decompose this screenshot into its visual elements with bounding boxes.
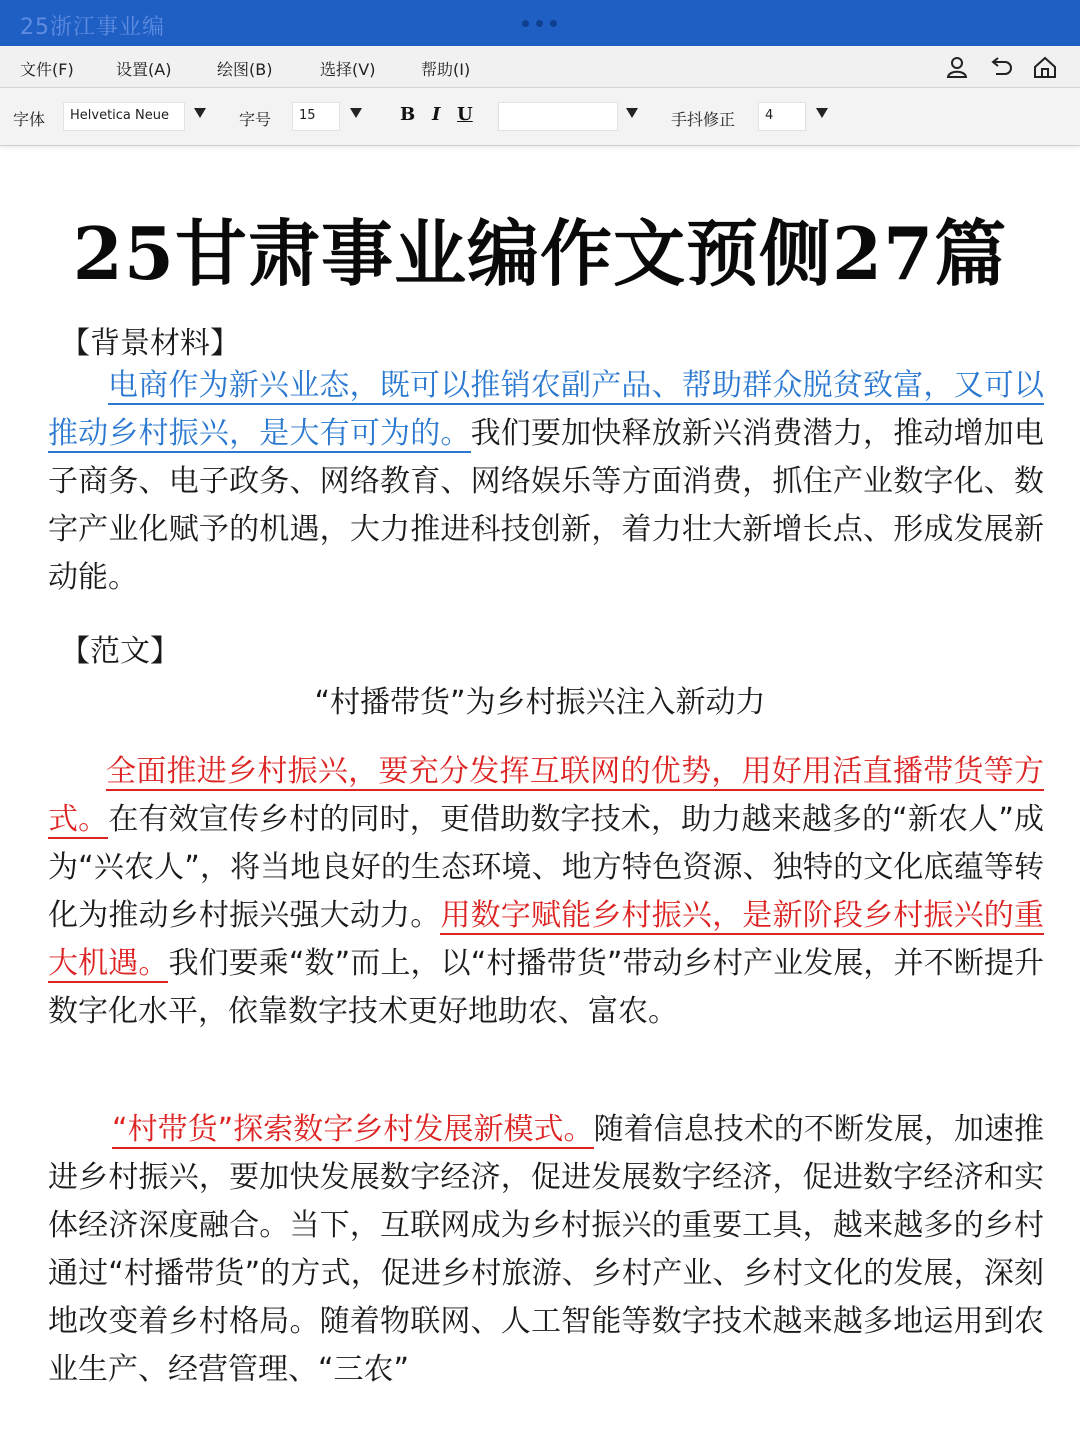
p1-highlight-2: 用数字赋能乡村振兴，是新阶段乡村振兴的重大机遇。 [48,898,1044,981]
background-highlight: 电商作为新兴业态，既可以推销农副产品、帮助群众脱贫致富，又可以推动乡村振兴，是大有可为的。 [48,368,1044,451]
p1-text-1: 在有效宣传乡村的同时，更借助数字技术，助力越来越多的“新农人”成为“兴农人”，将当地良好的生态环境、地方特色资源、独特的文化底蕴等转化为推动乡村振兴强大动力。 [48,802,1045,933]
menu-draw[interactable]: 绘图(B) [217,60,273,79]
essay-title: “村播带货”为乡村振兴注入新动力 [314,685,766,720]
shake-correction-label: 手抖修正 [671,110,736,129]
style-select[interactable] [498,102,618,131]
p1-highlight-1: 全面推进乡村振兴，要充分发挥互联网的优势，用好用活直播带货等方式。 [48,754,1044,837]
size-dropdown-icon[interactable] [350,108,362,118]
essay-heading: 【范文】 [60,634,180,669]
size-select[interactable]: 15 [292,102,340,131]
font-label: 字体 [13,110,46,129]
background-paragraph [48,362,1044,602]
shake-dropdown-icon[interactable] [816,108,828,118]
underline-button[interactable]: U [457,104,473,125]
italic-button[interactable]: I [432,104,441,125]
menu-file[interactable]: 文件(F) [20,60,74,79]
essay-paragraph-2 [48,1106,1044,1394]
home-icon[interactable] [1032,54,1058,80]
window-handle[interactable] [522,20,557,27]
user-icon[interactable] [944,54,970,80]
background-text: 我们要加快释放新兴消费潜力，推动增加电子商务、电子政务、网络教育、网络娱乐等方面消费，抓住产业数字化、数字产业化赋予的机遇，大力推进科技创新，着力壮大新增长点、形成发展新动能。 [48,416,1044,595]
background-heading: 【背景材料】 [60,326,240,361]
essay-paragraph-1 [48,748,1044,1036]
menu-help[interactable]: 帮助(I) [421,60,471,79]
document-title: 25甘肃事业编作文预侧27篇 [72,211,1008,296]
bold-button[interactable]: B [400,104,416,125]
undo-icon[interactable] [988,54,1014,80]
font-select[interactable]: Helvetica Neue [63,102,185,131]
menu-settings[interactable]: 设置(A) [116,60,172,79]
p1-text-2: 我们要乘“数”而上，以“村播带货”带动乡村产业发展，并不断提升数字化水平，依靠数字技术更好地助农、富农。 [48,946,1044,1029]
style-dropdown-icon[interactable] [626,108,638,118]
p2-text-1: 随着信息技术的不断发展，加速推进乡村振兴，要加快发展数字经济，促进发展数字经济，促进数字经济和实体经济深度融合。当下，互联网成为乡村振兴的重要工具，越来越多的乡村通过“村播带货”的方式，促进乡村旅游、乡村产业、乡村文化的发展，深刻地改变着乡村格局。随着物联网、人工智能等数字技术越来越多地运用到农业生产、经营管理、“三农” [48,1112,1045,1387]
menu-select[interactable]: 选择(V) [320,60,376,79]
menu-bar [0,46,1080,88]
p2-highlight-1: “村带货”探索数字乡村发展新模式。 [112,1112,594,1147]
font-dropdown-icon[interactable] [194,108,206,118]
window-title: 25浙江事业编 [20,15,165,40]
title-bar [0,0,1080,46]
shake-correction-select[interactable]: 4 [758,102,806,131]
format-toolbar [0,88,1080,146]
size-label: 字号 [239,110,272,129]
